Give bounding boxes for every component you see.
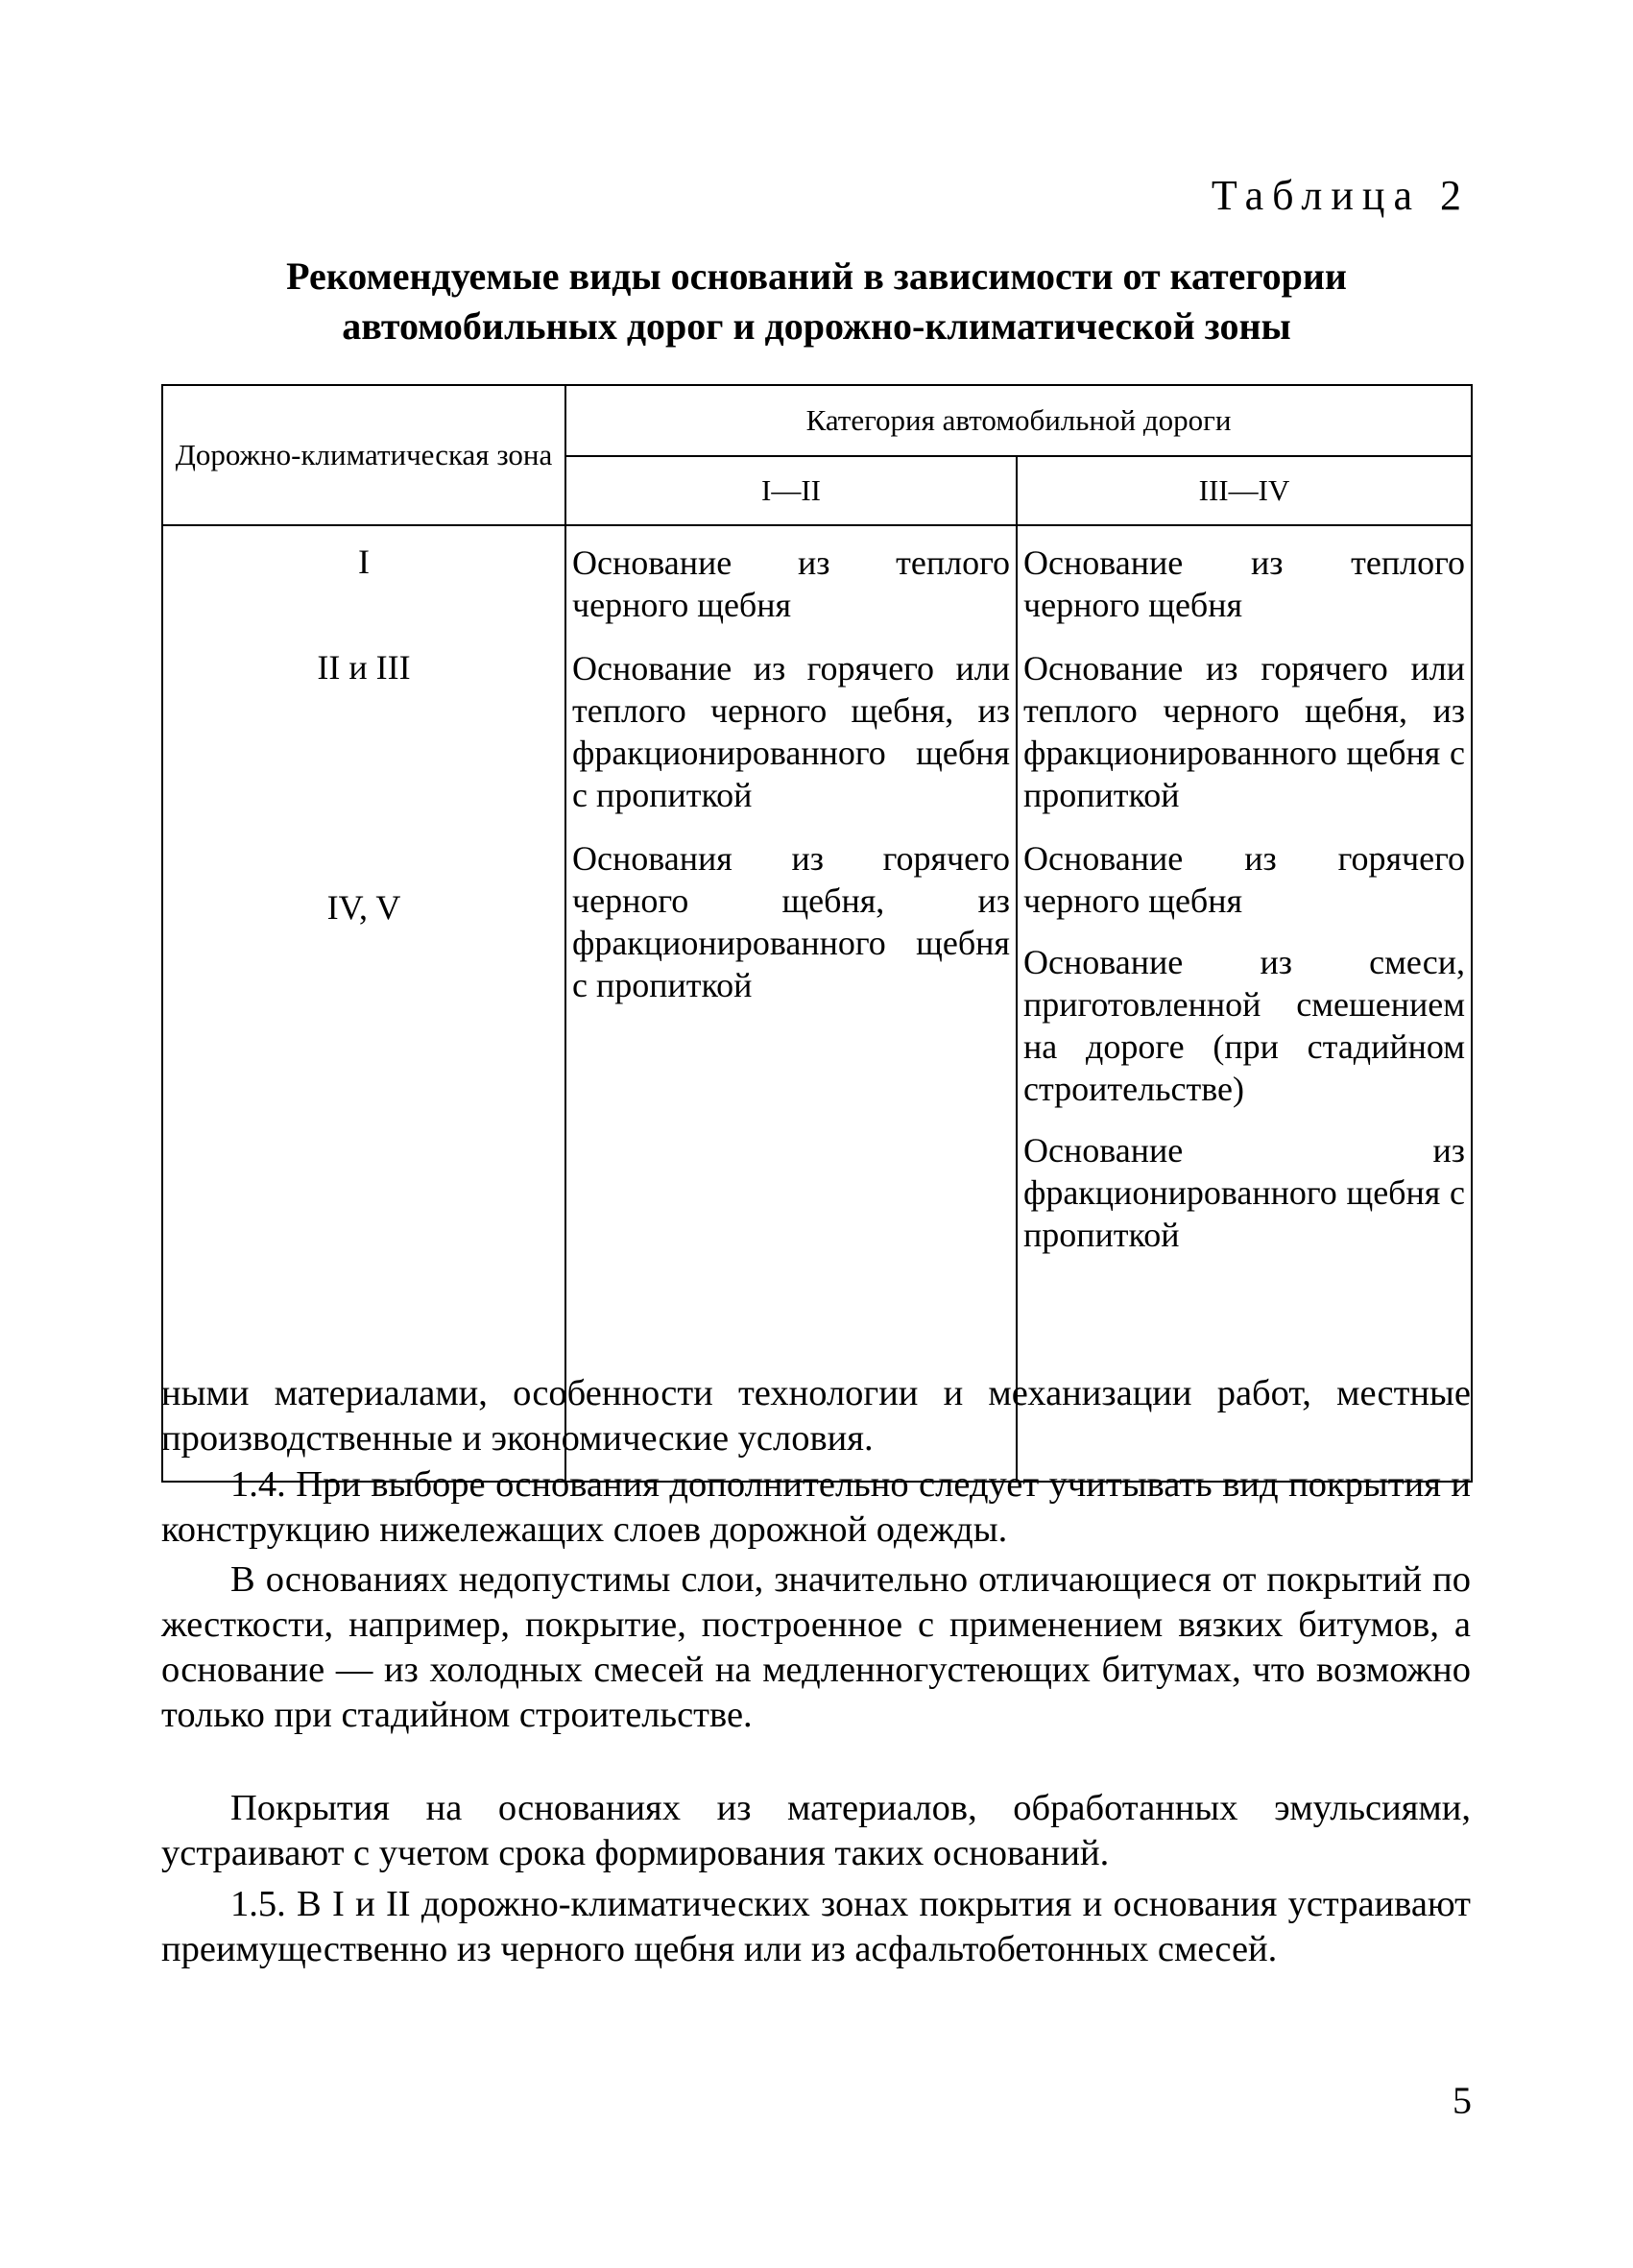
table-entry: Основание из смеси, приготовленной смешением на дороге (при стадийном строительстве) — [1023, 943, 1465, 1108]
body-zone-cell — [162, 525, 565, 1482]
table-entry: Основания из горячего черного щебня, из фракционированного щебня с пропиткой — [572, 839, 1010, 1004]
zone-label: I — [358, 543, 370, 581]
table-header-row — [162, 385, 1472, 456]
table-entry: Основание из теплого черного щебня — [1023, 543, 1465, 624]
zone-label: II и III — [317, 648, 411, 687]
table-body-row — [162, 525, 1472, 1482]
header-category-cell: Категория автомобильной дороги — [565, 385, 1472, 456]
table-entry: Основание из горячего или теплого черного щебня, из фракционированного щебня с пропиткой — [1023, 649, 1465, 814]
zone-label: IV, V — [326, 888, 401, 927]
table-title-line-2: автомобильных дорог и дорожно-климатической зоны — [342, 304, 1291, 348]
table-caption: Таблица 2 — [1211, 172, 1470, 219]
body-paragraph: ными материалами, особенности технологии и механизации работ, местные производственные и экономические условия. — [161, 1373, 1471, 1459]
body-category-3-4-cell — [1017, 525, 1472, 1482]
body-paragraph: Покрытия на основаниях из материалов, обработанных эмульсиями, устраивают с учетом срока формирования таких оснований. — [161, 1788, 1471, 1873]
table-entry: Основание из фракционированного щебня с пропиткой — [1023, 1131, 1465, 1254]
body-category-1-2-cell — [565, 525, 1017, 1482]
table-entry: Основание из теплого черного щебня — [572, 543, 1010, 624]
page-number: 5 — [1453, 2079, 1472, 2122]
bases-table — [161, 384, 1473, 1483]
header-zone-cell: Дорожно-климатическая зона — [162, 385, 565, 525]
table-entry: Основание из горячего черного щебня — [1023, 839, 1465, 920]
table-title — [163, 252, 1470, 351]
body-paragraph: В основаниях недопустимы слои, значительно отличающиеся от покрытий по жесткости, например, покрытие, построенное с применением вязких битумов, а основание — из холодных смесей на медленногустеющих битумах, что возможно только при стадийном строительстве. — [161, 1559, 1471, 1735]
header-category-1-2: I—II — [565, 456, 1017, 525]
header-category-3-4: III—IV — [1017, 456, 1472, 525]
body-paragraph: 1.5. В I и II дорожно-климатических зонах покрытия и основания устраивают преимущественно из черного щебня или из асфальтобетонных смесей. — [161, 1884, 1471, 1969]
body-paragraph: 1.4. При выборе основания дополнительно следует учитывать вид покрытия и конструкцию нижележащих слоев дорожной одежды. — [161, 1464, 1471, 1550]
table-title-line-1: Рекомендуемые виды оснований в зависимости от категории — [286, 254, 1347, 298]
table-entry: Основание из горячего или теплого черного щебня, из фракционированного щебня с пропиткой — [572, 649, 1010, 814]
